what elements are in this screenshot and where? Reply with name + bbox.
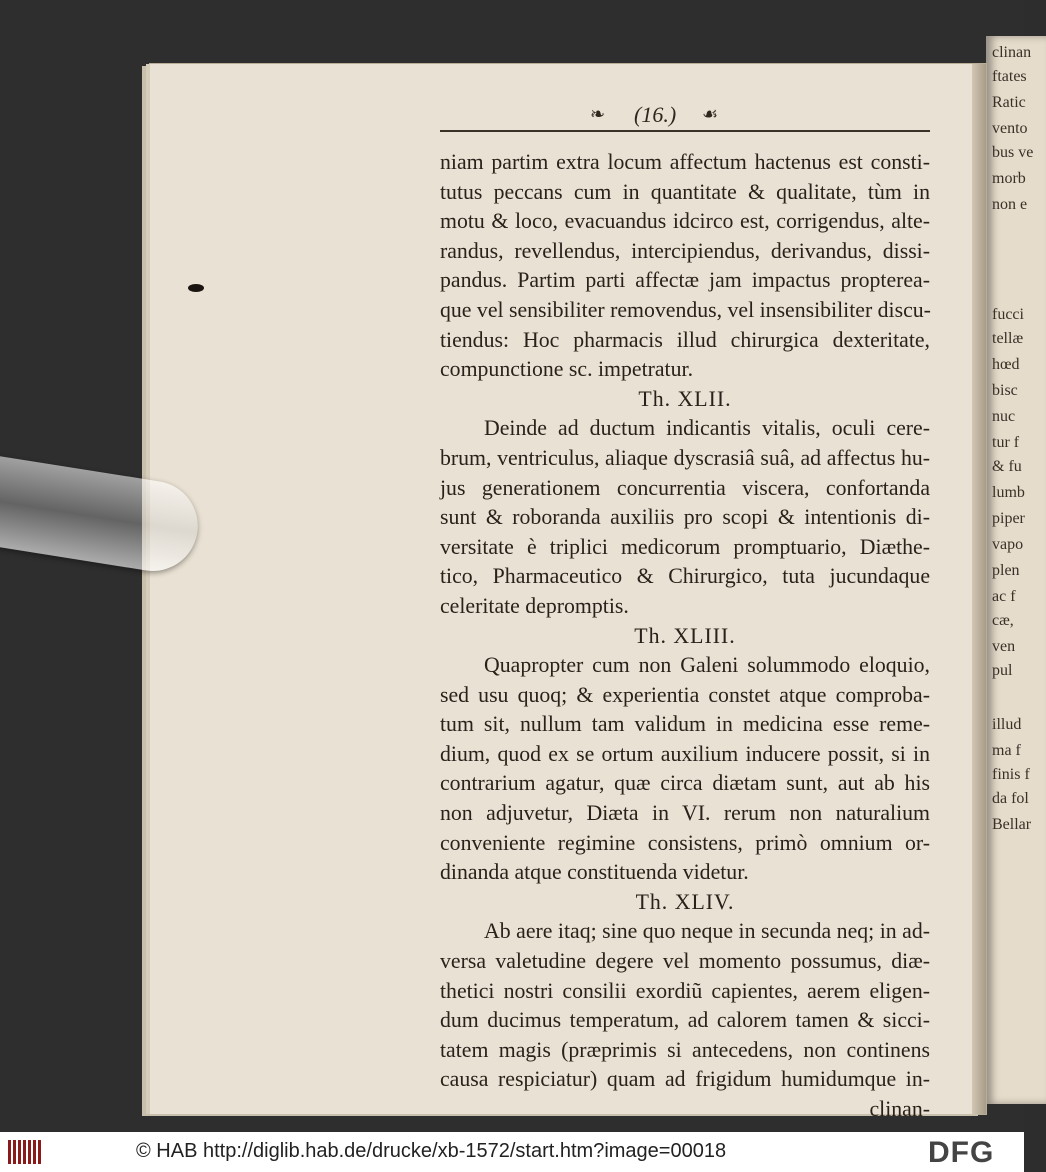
next-page-fragment: non e [992, 196, 1028, 213]
next-page-fragment: lumb [992, 484, 1025, 501]
next-page-fragment: piper [992, 510, 1025, 527]
text-line: brum, ventriculus, aliaque dyscrasiâ suâ, ad affectus hu- [440, 445, 930, 470]
next-page-edge [986, 36, 1046, 1104]
next-page-fragment: hœd [992, 356, 1020, 373]
next-page-fragment: fucci [992, 306, 1024, 323]
text-line: causa respiciatur) quam ad frigidum humidumque in- [440, 1067, 930, 1092]
thesis-heading: Th. XLIII. [634, 623, 736, 648]
text-line: conveniente regimine consistens, primò omnium or- [440, 830, 930, 855]
text-line: que vel sensibiliter removendus, vel insensibiliter discu- [440, 297, 931, 322]
book-page [150, 64, 986, 1121]
text-line: versitate è triplici medicorum promptuario, Diæthe- [440, 534, 930, 559]
text-line: contrarium agatur, quæ circa diætam sunt, aut ab his [440, 771, 930, 796]
text-line: thetici nostri consilii exordiũ capientes, aerem eligen- [440, 978, 930, 1003]
next-page-fragment: cæ, [992, 612, 1014, 629]
text-line: dum ducimus temperatum, ad calorem tamen & sicci- [440, 1008, 930, 1033]
text-line: dinanda atque constituenda videtur. [440, 860, 749, 885]
next-page-fragment: clinan [992, 44, 1032, 61]
text-line: versa valetudine degere vel momento possumus, diæ- [440, 949, 930, 974]
ornament-right: ☙ [702, 104, 719, 125]
next-page-fragment: Bellar [992, 816, 1032, 833]
copyright-link[interactable]: © HAB http://diglib.hab.de/drucke/xb-1572/start.htm?image=00018 [136, 1140, 727, 1162]
next-page-fragment: da fol [992, 790, 1029, 807]
next-page-fragment: pul [992, 662, 1013, 679]
next-page-fragment: finis f [992, 766, 1030, 783]
dfg-logo: DFG [928, 1136, 995, 1169]
text-line: compunctione sc. impetratur. [440, 357, 694, 382]
text-line: Quapropter cum non Galeni solummodo eloquio, [484, 653, 930, 678]
page-header [440, 104, 930, 140]
text-line: motu & loco, evacuandus idcirco est, corrigendus, alte- [440, 209, 930, 234]
ornament-left: ❧ [590, 104, 606, 125]
thesis-heading: Th. XLIV. [635, 889, 735, 914]
next-page-fragment: tur f [992, 434, 1020, 451]
next-page-fragment: vento [992, 120, 1028, 137]
header-rule [440, 130, 930, 132]
next-page-fragment: ftates [992, 68, 1027, 85]
text-line: celeritate depromptis. [440, 593, 629, 618]
next-page-fragment: morb [992, 170, 1026, 187]
next-page-fragment: tellæ [992, 330, 1024, 347]
library-logo-icon [8, 1140, 48, 1164]
text-line: sed usu quoq; & experientia constet atque comproba- [440, 682, 930, 707]
thesis-heading: Th. XLII. [638, 386, 732, 411]
text-line: niam partim extra locum affectum hactenus est consti- [440, 150, 930, 174]
text-line: tum sit, nullum tam validum in medicina esse reme- [440, 712, 930, 737]
body-text [440, 148, 930, 1125]
text-line: randus, revellendus, intercipiendus, derivandus, dissi- [440, 238, 930, 263]
text-line: sunt & roboranda auxiliis pro scopi & intentionis di- [440, 505, 930, 530]
text-line: tiendus: Hoc pharmacis illud chirurgica dexteritate, [440, 327, 930, 352]
text-line: tutus peccans cum in quantitate & qualitate, tùm in [440, 179, 930, 204]
text-line: tatem magis (præprimis si antecedens, non continens [440, 1037, 930, 1062]
text-line: pandus. Partim parti affectæ jam impactus propterea- [440, 268, 930, 293]
next-page-fragment: & fu [992, 458, 1022, 475]
text-line: jus generationem concurrentia viscera, confortanda [440, 475, 930, 500]
next-page-fragment: ven [992, 638, 1016, 655]
ink-blot [188, 284, 204, 292]
next-page-fragment: bisc [992, 382, 1018, 399]
text-line: dium, quod ex se ortum auxilium inducere possit, si in [440, 741, 930, 766]
page-gutter [972, 64, 986, 1114]
next-page-fragment: nuc [992, 408, 1016, 425]
text-line: non adjuvetur, Diæta in VI. rerum non naturalium [440, 801, 930, 826]
footer-bar [0, 1132, 1024, 1172]
text-line: Deinde ad ductum indicantis vitalis, oculi cere- [484, 416, 930, 441]
next-page-fragment: Ratic [992, 94, 1026, 111]
next-page-fragment: bus ve [992, 144, 1034, 161]
next-page-fragment: vapo [992, 536, 1024, 553]
text-line: clinan- [869, 1097, 930, 1121]
next-page-fragment: ac f [992, 588, 1016, 605]
text-line: Ab aere itaq; sine quo neque in secunda neq; in ad- [484, 919, 930, 944]
next-page-fragment: illud [992, 716, 1022, 733]
next-page-fragment: ma f [992, 742, 1021, 759]
next-page-fragment: plen [992, 562, 1020, 579]
text-line: tico, Pharmaceutico & Chirurgico, tuta jucundaque [440, 564, 930, 589]
page-number: (16.) [628, 102, 682, 128]
